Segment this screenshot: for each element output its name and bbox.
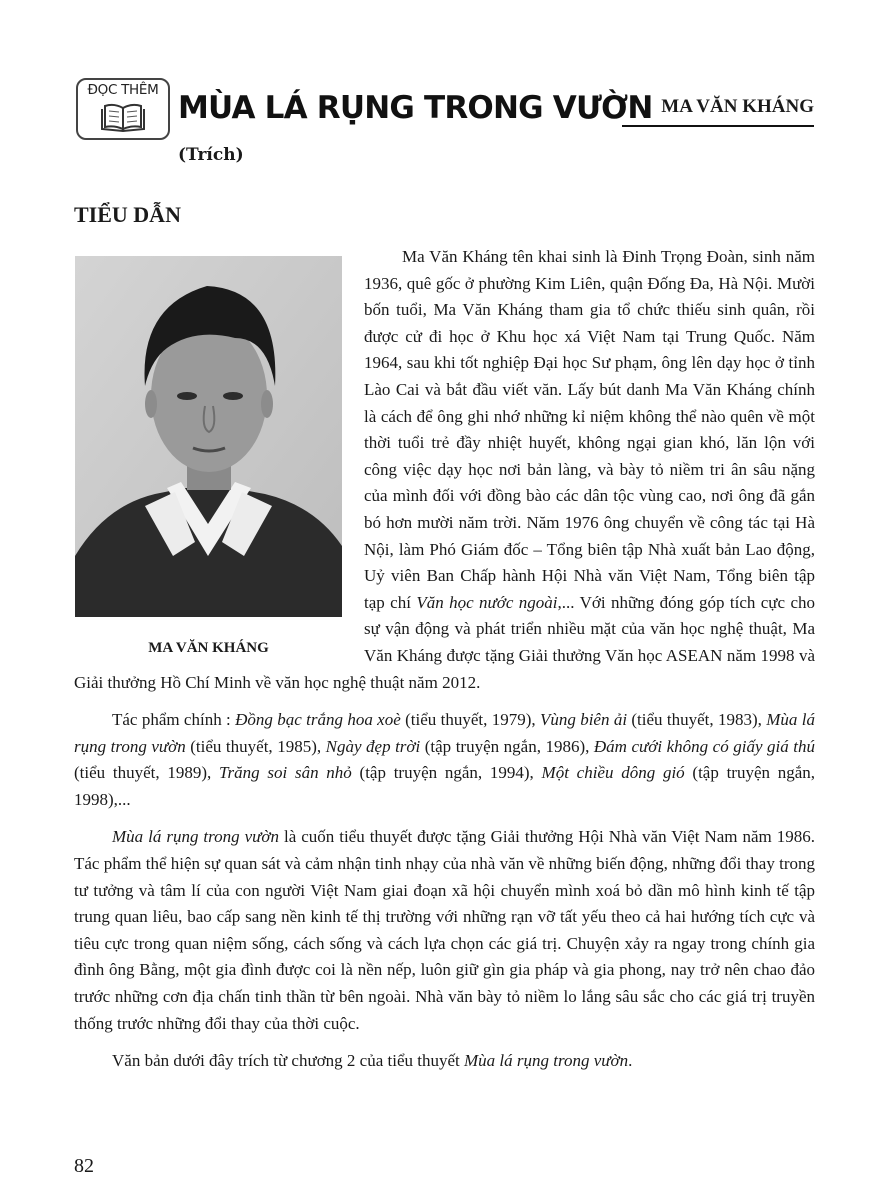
badge-label: ĐỌC THÊM xyxy=(87,82,159,98)
open-book-icon xyxy=(98,101,148,133)
section-heading: TIỂU DẪN xyxy=(74,202,181,227)
work-title-item: Ngày đẹp trời xyxy=(325,736,421,756)
source-title: Mùa lá rụng trong vườn xyxy=(464,1051,629,1071)
work-note: (tập truyện ngắn, 1994), xyxy=(351,763,542,783)
works-paragraph xyxy=(74,707,815,813)
author-rule xyxy=(622,125,814,127)
body-text xyxy=(74,244,815,1086)
photo-caption: MA VĂN KHÁNG xyxy=(148,640,269,656)
summary-title: Mùa lá rụng trong vườn xyxy=(112,827,279,847)
work-note: (tập truyện ngắn, 1998),... xyxy=(74,763,816,809)
bio-text-end: ,... Với những đóng góp tích cực cho sự vận động và phát triển nhiều mặt của văn học nghệ thuật, Ma Văn Kháng được tặng Giải thưởng Văn học ASEAN năm 1998 và Giải thưởng Hồ Chí Minh về văn học nghệ thuật năm 2012. xyxy=(74,592,816,692)
author-name: MA VĂN KHÁNG xyxy=(661,96,814,117)
work-title-item: Trăng soi sân nhỏ xyxy=(219,763,352,783)
photo-float-spacer xyxy=(74,244,364,656)
work-title-item: Vùng biên ải xyxy=(539,710,628,730)
source-end: . xyxy=(628,1051,633,1071)
summary-text: là cuốn tiểu thuyết được tặng Giải thưởng Hội Nhà văn Việt Nam năm 1986. Tác phẩm thể hiện sự quan sát và cảm nhận tinh nhạy của nhà văn về những biến động, những đổi thay trong tư tưởng và tâm lí của con người Việt Nam giai đoạn xã hội chuyển mình xoá bỏ dần mô hình kinh tế tập trung quan liêu, bao cấp sang nền kinh tế thị trường với những rạn vỡ tất yếu theo cả hai hướng tích cực và tiêu cực trong quan niệm sống, cách sống và cách lựa chọn các giá trị. Chuyện xảy ra ngay trong chính gia đình ông Bằng, một gia đình được coi là nền nếp, luôn giữ gìn gia pháp và gia phong, nay trở nên chao đảo trước những cơn địa chấn tinh thần từ bên ngoài. Nhà văn bày tỏ niềm lo lắng sâu sắc cho các giá trị truyền thống trước những đổi thay của thời cuộc. xyxy=(74,827,815,1033)
magazine-title: Văn học nước ngoài xyxy=(416,592,558,612)
work-note: (tiểu thuyết, 1985), xyxy=(185,736,326,756)
work-title-item: Một chiều dông gió xyxy=(541,763,685,783)
works-intro: Tác phẩm chính : xyxy=(112,710,236,730)
work-title: MÙA LÁ RỤNG TRONG VƯỜN xyxy=(178,90,653,126)
work-title-item: Đám cưới không có giấy giá thú xyxy=(593,736,815,756)
page-number: 82 xyxy=(74,1155,94,1177)
work-note: (tiểu thuyết, 1979), xyxy=(400,710,540,730)
work-note: (tập truyện ngắn, 1986), xyxy=(420,736,594,756)
work-note: (tiểu thuyết, 1983), xyxy=(627,710,767,730)
summary-paragraph xyxy=(74,824,815,1037)
source-text: Văn bản dưới đây trích từ chương 2 của tiểu thuyết xyxy=(112,1051,465,1071)
source-paragraph xyxy=(74,1048,815,1075)
work-title-item: Đồng bạc trắng hoa xoè xyxy=(235,710,401,730)
bio-text: Ma Văn Kháng tên khai sinh là Đinh Trọng Đoàn, sinh năm 1936, quê gốc ở phường Kim Liên, quận Đống Đa, Hà Nội. Mười bốn tuổi, Ma Văn Kháng tham gia tổ chức thiếu sinh quân, rồi được cử đi học ở Khu học xá Việt Nam tại Trung Quốc. Năm 1964, sau khi tốt nghiệp Đại học Sư phạm, ông lên dạy học ở tỉnh Lào Cai và bắt đầu viết văn. Lấy bút danh Ma Văn Kháng chính là cách để ông ghi nhớ những kỉ niệm không thể nào quên về một thời tuổi trẻ đầy nhiệt huyết, không ngại gian khó, lăn lộn với công việc dạy học nơi bản làng, và bày tỏ niềm tri ân sâu nặng của mình đối với đồng bào các dân tộc vùng cao, nơi ông đã gắn bó hơn mười năm trời. Năm 1976 ông chuyển về công tác tại Hà Nội, làm Phó Giám đốc – Tổng biên tập Nhà xuất bản Lao động, Uỷ viên Ban Chấp hành Hội Nhà văn Việt Nam, Tổng biên tập tạp chí xyxy=(364,247,815,612)
doc-them-badge xyxy=(76,78,170,140)
excerpt-note: (Trích) xyxy=(178,145,244,165)
work-title-item: Mùa lá rụng trong vườn xyxy=(74,710,815,756)
work-note: (tiểu thuyết, 1989), xyxy=(74,763,220,783)
